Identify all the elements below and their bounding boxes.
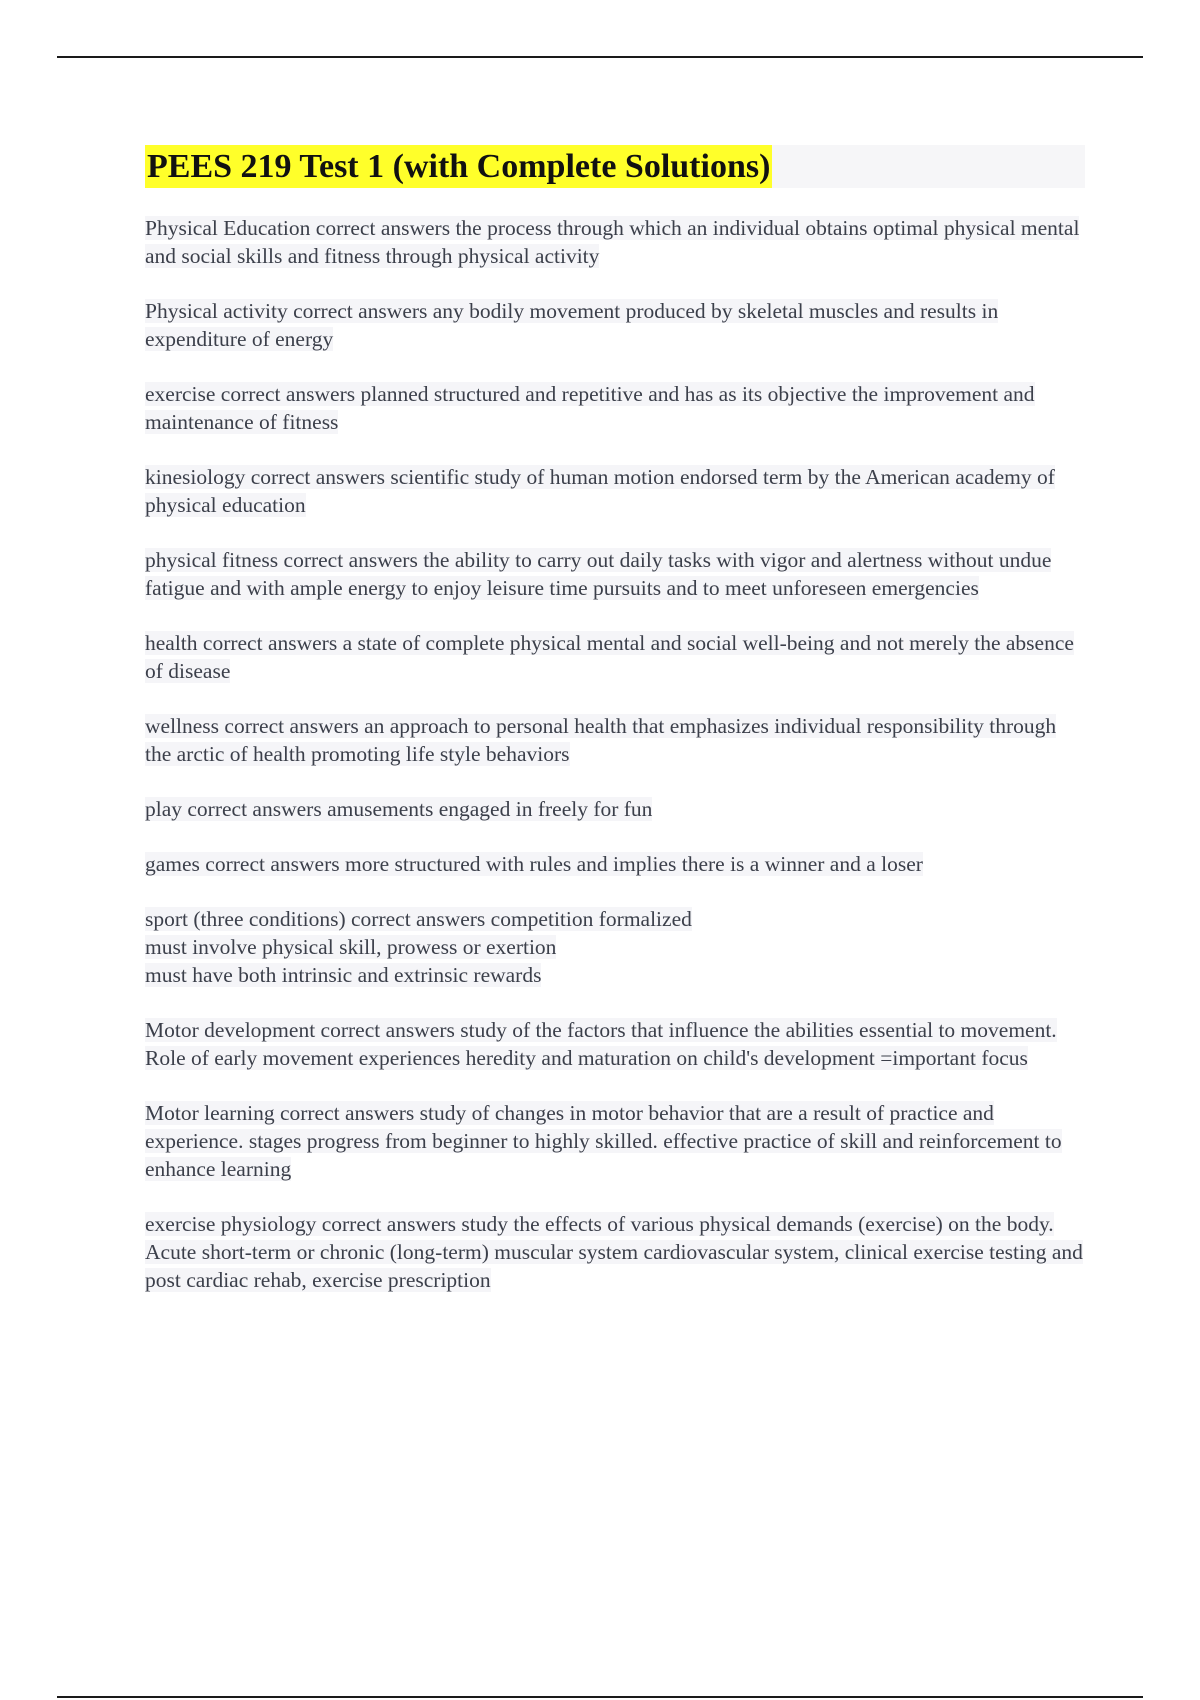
qa-text: exercise physiology correct answers study the effects of various physical demands (exercise) on the body. Acute short-term or chronic (long-term) muscular system cardiovascular system, clinical exercise testing and post cardiac rehab, exercise prescription: [145, 1212, 1083, 1292]
qa-item: [145, 297, 1085, 353]
qa-text: play correct answers amusements engaged in freely for fun: [145, 797, 653, 821]
qa-item: [145, 795, 1085, 823]
qa-text: exercise correct answers planned structured and repetitive and has as its objective the improvement and maintenance of fitness: [145, 382, 1035, 434]
page-bottom-rule: [57, 1696, 1143, 1698]
qa-list: [145, 214, 1085, 1294]
page-top-rule: [57, 56, 1143, 58]
qa-item: [145, 712, 1085, 768]
qa-item: [145, 1016, 1085, 1072]
qa-item: [145, 629, 1085, 685]
qa-item: [145, 905, 1085, 989]
qa-text: physical fitness correct answers the ability to carry out daily tasks with vigor and alertness without undue fatigue and with ample energy to enjoy leisure time pursuits and to meet unforeseen emergencies: [145, 548, 1052, 600]
qa-item: [145, 850, 1085, 878]
qa-text: Motor development correct answers study of the factors that influence the abilities essential to movement. Role of early movement experiences heredity and maturation on child's development =important focus: [145, 1018, 1057, 1070]
qa-text: Physical Education correct answers the process through which an individual obtains optimal physical mental and social skills and fitness through physical activity: [145, 216, 1080, 268]
document-body: [145, 145, 1085, 1321]
qa-text: wellness correct answers an approach to personal health that emphasizes individual responsibility through the arctic of health promoting life style behaviors: [145, 714, 1057, 766]
qa-text: Motor learning correct answers study of changes in motor behavior that are a result of practice and experience. stages progress from beginner to highly skilled. effective practice of skill and reinforcement to enhance learning: [145, 1101, 1062, 1181]
qa-item: [145, 1210, 1085, 1294]
qa-text: games correct answers more structured with rules and implies there is a winner and a loser: [145, 852, 923, 876]
document-title: PEES 219 Test 1 (with Complete Solutions): [145, 145, 772, 188]
qa-item: [145, 214, 1085, 270]
qa-item: [145, 463, 1085, 519]
qa-item: [145, 1099, 1085, 1183]
qa-text: Physical activity correct answers any bodily movement produced by skeletal muscles and results in expenditure of energy: [145, 299, 999, 351]
title-block: [145, 145, 1085, 188]
qa-item: [145, 546, 1085, 602]
qa-text: kinesiology correct answers scientific study of human motion endorsed term by the American academy of physical education: [145, 465, 1055, 517]
qa-item: [145, 380, 1085, 436]
qa-text: health correct answers a state of complete physical mental and social well-being and not merely the absence of disease: [145, 631, 1074, 683]
qa-text: sport (three conditions) correct answers competition formalized must involve physical skill, prowess or exertion must have both intrinsic and extrinsic rewards: [145, 907, 692, 987]
